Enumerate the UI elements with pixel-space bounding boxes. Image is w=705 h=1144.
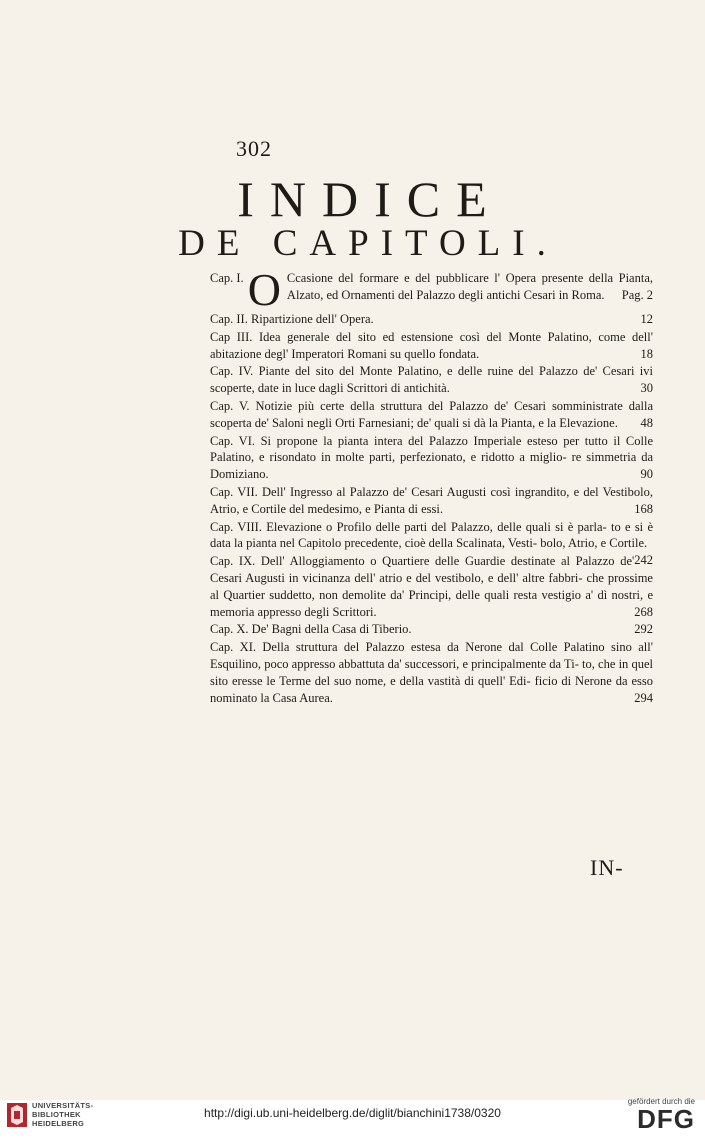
chapter-entry [210,484,653,518]
chapter-entry [210,363,653,397]
chapter-label: Cap. I. [210,271,244,285]
chapter-page: 12 [640,312,653,326]
chapter-entry [210,398,653,432]
chapter-entry [210,553,653,620]
chapter-page: 48 [640,415,653,430]
chapter-description: Cap. X. De' Bagni della Casa di Tiberio. [210,622,412,637]
page-number: 302 [236,136,272,161]
chapter-description: Cap. V. Notizie più certe della struttura del Palazzo de' Cesari somministrate dalla scoperta de' Saloni negli Orti Farnesiani; de' quali si dà la Pianta, e la Elevazione. [210,398,653,430]
chapter-page: 168 [634,501,653,516]
chapter-entry [210,329,653,363]
chapter-page: 294 [634,690,653,705]
catchword: IN- [590,855,624,880]
chapter-page: 242 [634,553,653,568]
chapter-description: Cap. XI. Della struttura del Palazzo estesa da Nerone dal Colle Palatino sino all' Esquilino, poco appresso abbattuta da' successori, e principalmente da Ti- to, che in quel sito eresse le Terme del suo nome, e della vastità di quell' Edi- ficio di Nerone da esso nominato la Casa Aurea. [210,640,653,705]
chapter-page: Pag. 2 [621,287,653,302]
chapter-entry [210,311,653,328]
chapter-page: 18 [640,346,653,361]
chapter-entry [210,621,653,638]
chapter-description: Cap III. Idea generale del sito ed estensione così del Monte Palatino, come dell' abitazione degl' Imperatori Romani su quello fondata. [210,329,653,361]
chapter-page: 268 [634,604,653,619]
title-chapters: DE CAPITOLI. [178,223,558,264]
chapter-page: 90 [640,467,653,482]
chapter-description: Cap. VI. Si propone la pianta intera del Palazzo Imperiale esteso per tutto il Colle Palatino, e risondato in molte parti, perfezionato, e ridotto a miglio- re simmetria da Domiziano. [210,433,653,482]
chapter-description: Cap. IX. Dell' Alloggiamento o Quartiere delle Guardie destinate al Palazzo de' Cesari Augusti in vicinanza dell' atrio e del vestibolo, e dell' altre fabbri- che prossime al Quartier suddetto, non demolite da' Principi, delle quali resta vestigio a' dì nostri, e memoria appresso degli Scrittori. [210,554,653,619]
chapter-index-list [210,264,653,707]
chapter-description: Cap. VIII. Elevazione o Profilo delle parti del Palazzo, delle quali si è parla- to e si è data la pianta nel Capitolo precedente, cioè della Scalinata, Vesti- bolo, Atrio, e Cortile. [210,519,653,551]
chapter-description: Cap. II. Ripartizione dell' Opera. [210,312,374,326]
funded-by-text: gefördert durch die [627,1097,695,1106]
chapter-entries [210,311,653,706]
chapter-text [287,270,653,310]
chapter-entry [210,264,653,315]
chapter-entry [210,519,653,568]
dfg-logo[interactable] [628,1097,695,1132]
drop-cap: O [247,264,281,315]
library-name: UNIVERSITÄTS- BIBLIOTHEK HEIDELBERG [32,1101,94,1128]
chapter-page: 292 [634,622,653,637]
chapter-description: Ccasione del formare e del pubblicare l' Opera presente della Pianta, Alzato, ed Ornamenti del Palazzo degli antichi Cesari in Roma. [286,271,653,302]
chapter-description: Cap. IV. Piante del sito del Monte Palatino, e delle ruine del Palazzo de' Cesari ivi scoperte, date in luce dagli Scrittori di antichità. [210,364,653,396]
title-index: INDICE [237,171,503,227]
dfg-wordmark: DFG [637,1104,695,1134]
chapter-description: Cap. VII. Dell' Ingresso al Palazzo de' Cesari Augusti così ingrandito, e del Vestibolo, Atrio, e Cortile del medesimo, e Pianta di essi. [210,484,653,516]
chapter-entry [210,433,653,483]
chapter-page: 30 [640,381,653,396]
chapter-entry [210,639,653,706]
source-url-link[interactable]: http://digi.ub.uni-heidelberg.de/diglit/bianchini1738/0320 [204,1106,501,1120]
